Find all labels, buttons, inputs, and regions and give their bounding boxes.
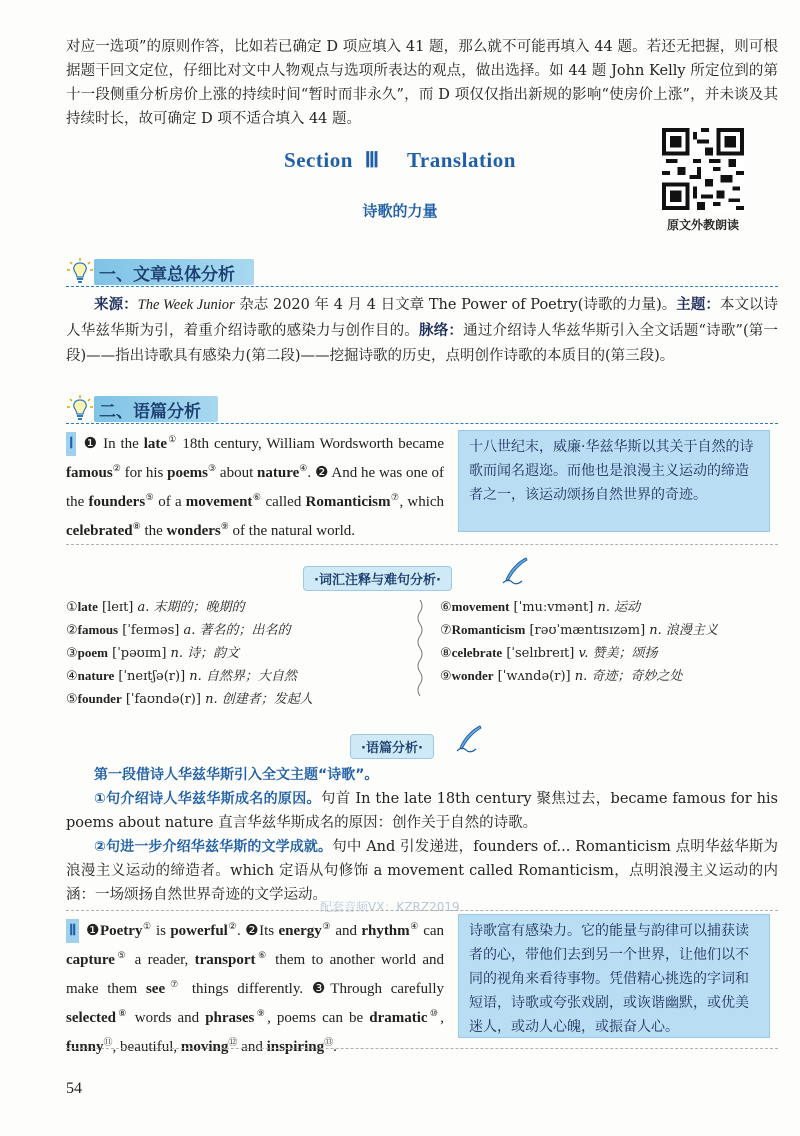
sentence-marker-1: ❶	[82, 436, 99, 452]
sentence-marker-2: ❷	[245, 923, 260, 939]
source-label: 来源：	[94, 296, 138, 313]
qr-code[interactable]	[662, 128, 744, 210]
vocab-column-divider	[416, 600, 424, 696]
para1-english: Ⅰ ❶ In the late① 18th century, William Wordsworth became famous② for his poems③ about nature④. ❷ And he was one of the founders⑤ of a movement⑥ called Romanticism⑦, which celebrated⑧ the wonders⑨ of the natural world.	[66, 434, 445, 539]
theme-label: 主题：	[676, 296, 720, 313]
vocab-tag: ·词汇注释与难句分析·	[303, 566, 452, 591]
section-title: Translation	[406, 148, 516, 172]
quill-pen-icon	[454, 724, 484, 754]
theme-text: 本文以诗人华兹华斯为引，着重介绍诗歌的感染力与创作目的。	[66, 297, 779, 339]
vocab-item: ⑧celebrate [ˈselɪbreɪt] v. 赞美；颂扬	[440, 645, 658, 661]
analysis-tag: ·语篇分析·	[350, 734, 434, 759]
para1-translation: 十八世纪末，威廉·华兹华斯以其关于自然的诗歌而闻名遐迩。而他也是浪漫主义运动的缔造者之一，该运动颂扬自然世界的奇迹。	[458, 430, 770, 532]
vocab-item: ③poem [ˈpəʊɪm] n. 诗；韵文	[66, 645, 240, 661]
watermark: 配套音频VX：KZRZ2019	[320, 900, 460, 914]
sentence-marker-1: ❶	[85, 923, 100, 939]
discourse-heading: 二、语篇分析	[99, 402, 201, 422]
para2-separator	[66, 1048, 778, 1049]
analysis-heading: 第一段借诗人华兹华斯引入全文主题“诗歌”。	[94, 767, 379, 783]
vocab-item: ⑤founder [ˈfaʊndə(r)] n. 创建者；发起人	[66, 691, 313, 707]
qr-caption: 原文外教朗读	[666, 218, 739, 232]
overview-heading: 一、文章总体分析	[99, 265, 235, 285]
para1-analysis	[66, 763, 778, 907]
overview-divider	[66, 286, 778, 287]
para2-roman: Ⅱ	[66, 919, 79, 943]
vocab-left-column	[66, 596, 406, 711]
para1-separator	[66, 544, 778, 545]
section-roman: Ⅲ	[364, 148, 380, 172]
page-number: 54	[66, 1080, 82, 1097]
quill-pen-icon	[500, 556, 530, 586]
discourse-divider	[66, 423, 778, 424]
lightbulb-icon	[66, 257, 94, 285]
context-label: 脉络：	[419, 322, 464, 339]
source-detail: 杂志 2020 年 4 月 4 日文章 The Power of Poetry(诗歌的力量)。	[234, 297, 677, 313]
vocab-item: ①late [leɪt] a. 末期的；晚期的	[66, 599, 245, 615]
sentence-marker-2: ❷	[314, 465, 329, 481]
vocab-right-column	[440, 596, 780, 688]
intro-paragraph: 对应一选项”的原则作答，比如若已确定 D 项应填入 41 题，那么就不可能再填入 44 题。若还无把握，则可根据题干回文定位，仔细比对文中人物观点与选项所表达的观点，做出选择。如 44 题 John Kelly 所定位到的第十一段侧重分析房价上涨的持续时间“暂时而非永久”，而 D 项仅仅指出新规的影响“使房价上涨”，并未谈及其持续时长，故可确定 D 项不适合填入 44 题。	[66, 39, 778, 127]
vocab-item: ⑥movement [ˈmuːvmənt] n. 运动	[440, 599, 641, 615]
analysis-sentence-2: ②句进一步介绍华兹华斯的文学成就。句中 And 引发递进，founders of... Romanticism 点明华兹华斯为浪漫主义运动的缔造者。which 定语从句修饰 a movement called Romanticism，点明浪漫主义运动的内涵：一场颂扬自然世界奇迹的文学运动。	[66, 839, 778, 903]
vocab-item: ⑦Romanticism [rəʊˈmæntɪsɪzəm] n. 浪漫主义	[440, 622, 718, 638]
para2-top-separator	[66, 910, 778, 911]
lightbulb-icon	[66, 394, 94, 422]
vocab-item: ⑨wonder [ˈwʌndə(r)] n. 奇迹；奇妙之处	[440, 668, 683, 684]
context-text: 通过介绍诗人华兹华斯引入全文话题“诗歌”(第一段)——指出诗歌具有感染力(第二段)——挖掘诗歌的历史，点明创作诗歌的本质目的(第三段)。	[66, 323, 779, 364]
source-publication: The Week Junior	[137, 297, 235, 313]
para1-roman: Ⅰ	[66, 432, 76, 456]
para2-translation: 诗歌富有感染力。它的能量与韵律可以捕获读者的心，带他们去到另一个世界，让他们以不同的视角来看待事物。凭借精心挑选的字词和短语，诗歌或夸张戏剧，或诙谐幽默，或优美迷人，或动人心魄，或振奋人心。	[458, 914, 770, 1038]
overview-text	[66, 292, 778, 369]
vocab-item: ②famous [ˈfeɪməs] a. 著名的；出名的	[66, 622, 291, 638]
para2-english: Ⅱ ❶Poetry① is powerful②. ❷Its energy③ and rhythm④ can capture⑤ a reader, transport⑥ them to another world and make them see⑦ things differently. ❸Through carefully selected⑧ words and phrases⑨, poems can be dramatic⑩, funny⑪, beautiful, moving⑫ and inspiring⑬.	[66, 921, 445, 1055]
section-subtitle: 诗歌的力量	[362, 202, 438, 220]
section-label: Section	[284, 148, 353, 172]
analysis-sentence-1: ①句介绍诗人华兹华斯成名的原因。句首 In the late 18th century 聚焦过去，became famous for his poems about nature 直言华兹华斯成名的原因：创作关于自然的诗歌。	[66, 791, 778, 831]
sentence-marker-3: ❸	[311, 981, 331, 997]
vocab-item: ④nature [ˈneɪtʃə(r)] n. 自然界；大自然	[66, 668, 297, 684]
